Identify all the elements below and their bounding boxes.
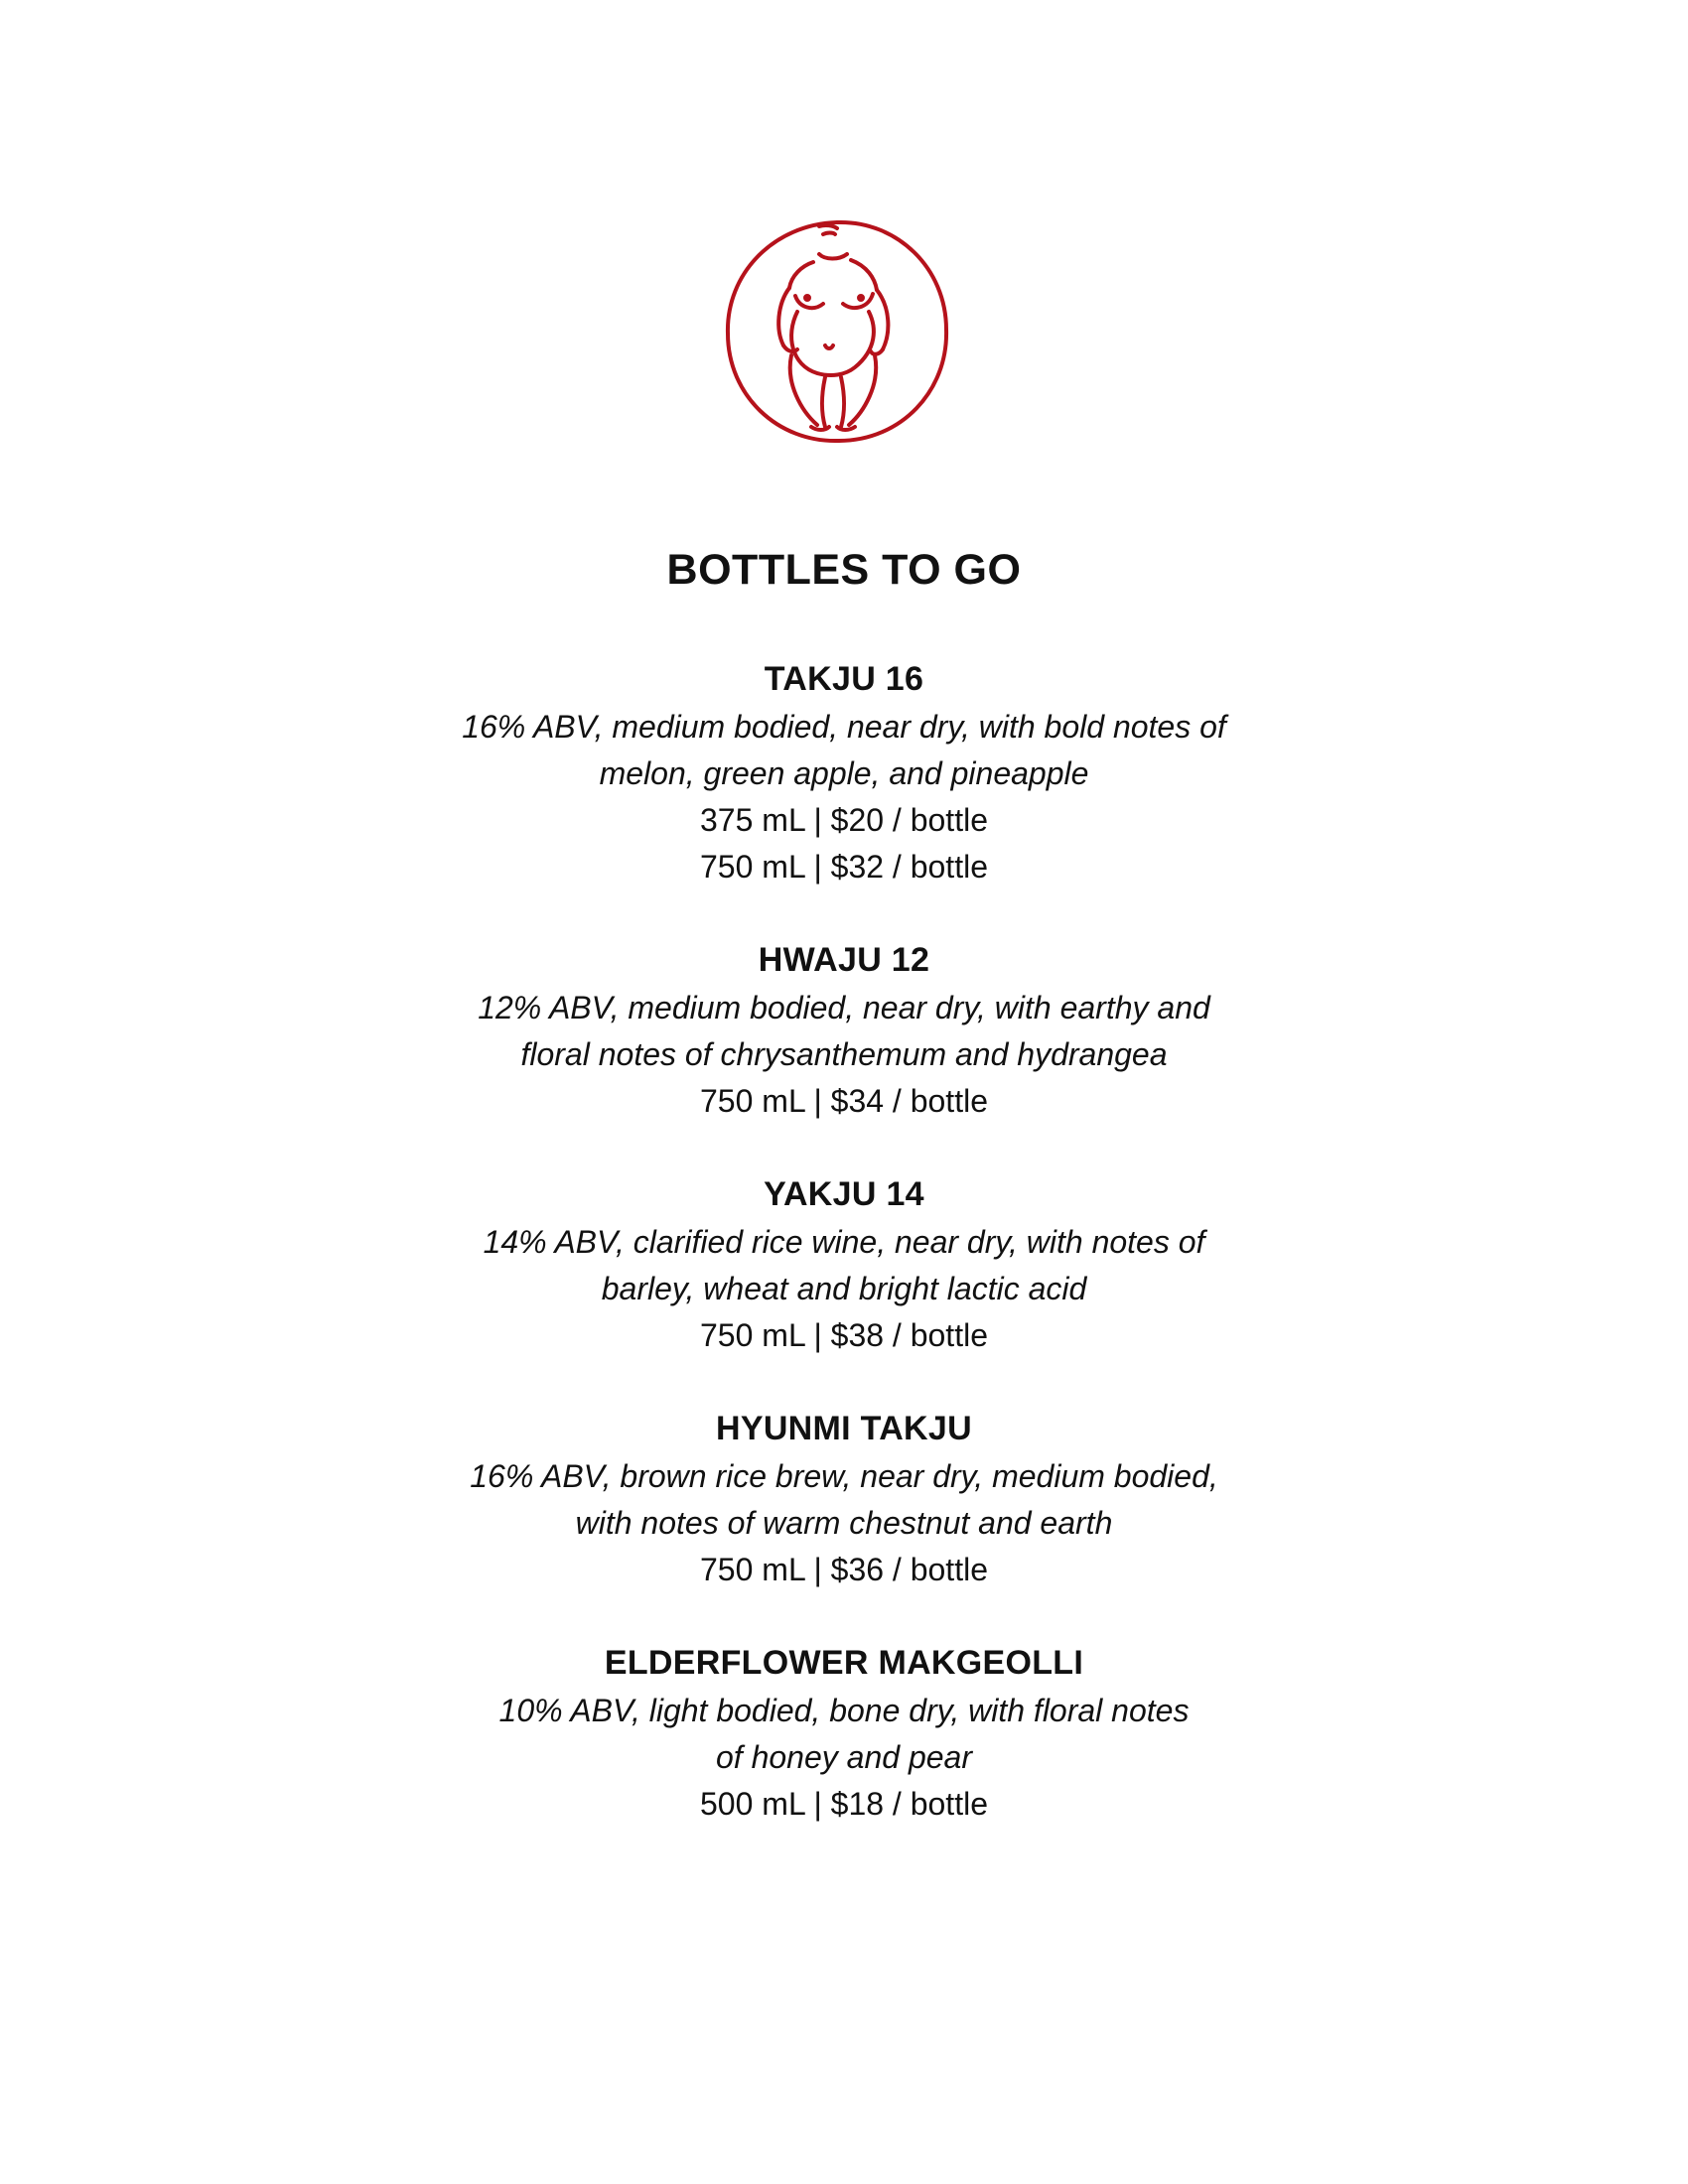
- item-name: TAKJU 16: [764, 660, 924, 698]
- item-description-line: 14% ABV, clarified rice wine, near dry, with notes of: [483, 1224, 1205, 1260]
- bottle-menu: [0, 657, 1688, 1875]
- item-description: [0, 1219, 1688, 1312]
- menu-item: [0, 1172, 1688, 1359]
- menu-item: [0, 1407, 1688, 1593]
- item-description-line: with notes of warm chestnut and earth: [575, 1505, 1113, 1541]
- item-description: [0, 704, 1688, 797]
- menu-item: [0, 1641, 1688, 1828]
- item-price: 500 mL | $18 / bottle: [700, 1786, 988, 1822]
- figure-in-circle-logo-icon: [722, 216, 952, 447]
- item-name: HYUNMI TAKJU: [716, 1410, 972, 1447]
- item-name: ELDERFLOWER MAKGEOLLI: [604, 1644, 1084, 1682]
- item-price: 750 mL | $34 / bottle: [700, 1083, 988, 1119]
- brand-logo: [722, 216, 952, 447]
- item-description-line: 12% ABV, medium bodied, near dry, with earthy and: [478, 990, 1210, 1025]
- item-name: YAKJU 14: [764, 1175, 924, 1213]
- item-price: 750 mL | $32 / bottle: [700, 849, 988, 885]
- item-description-line: 16% ABV, brown rice brew, near dry, medium bodied,: [470, 1458, 1218, 1494]
- item-description-line: 10% ABV, light bodied, bone dry, with floral notes: [498, 1693, 1190, 1728]
- item-description-line: melon, green apple, and pineapple: [599, 755, 1089, 791]
- item-description: [0, 1453, 1688, 1547]
- item-price: 750 mL | $38 / bottle: [700, 1317, 988, 1353]
- item-description-line: barley, wheat and bright lactic acid: [601, 1271, 1087, 1306]
- menu-item: [0, 938, 1688, 1125]
- item-price: 750 mL | $36 / bottle: [700, 1552, 988, 1587]
- item-description: [0, 1688, 1688, 1781]
- item-name: HWAJU 12: [758, 941, 930, 979]
- item-description-line: floral notes of chrysanthemum and hydrangea: [520, 1036, 1168, 1072]
- item-price: 375 mL | $20 / bottle: [700, 802, 988, 838]
- menu-item: [0, 657, 1688, 890]
- item-description-line: of honey and pear: [716, 1739, 972, 1775]
- item-description-line: 16% ABV, medium bodied, near dry, with bold notes of: [462, 709, 1226, 745]
- page-title: BOTTLES TO GO: [666, 546, 1022, 594]
- item-description: [0, 985, 1688, 1078]
